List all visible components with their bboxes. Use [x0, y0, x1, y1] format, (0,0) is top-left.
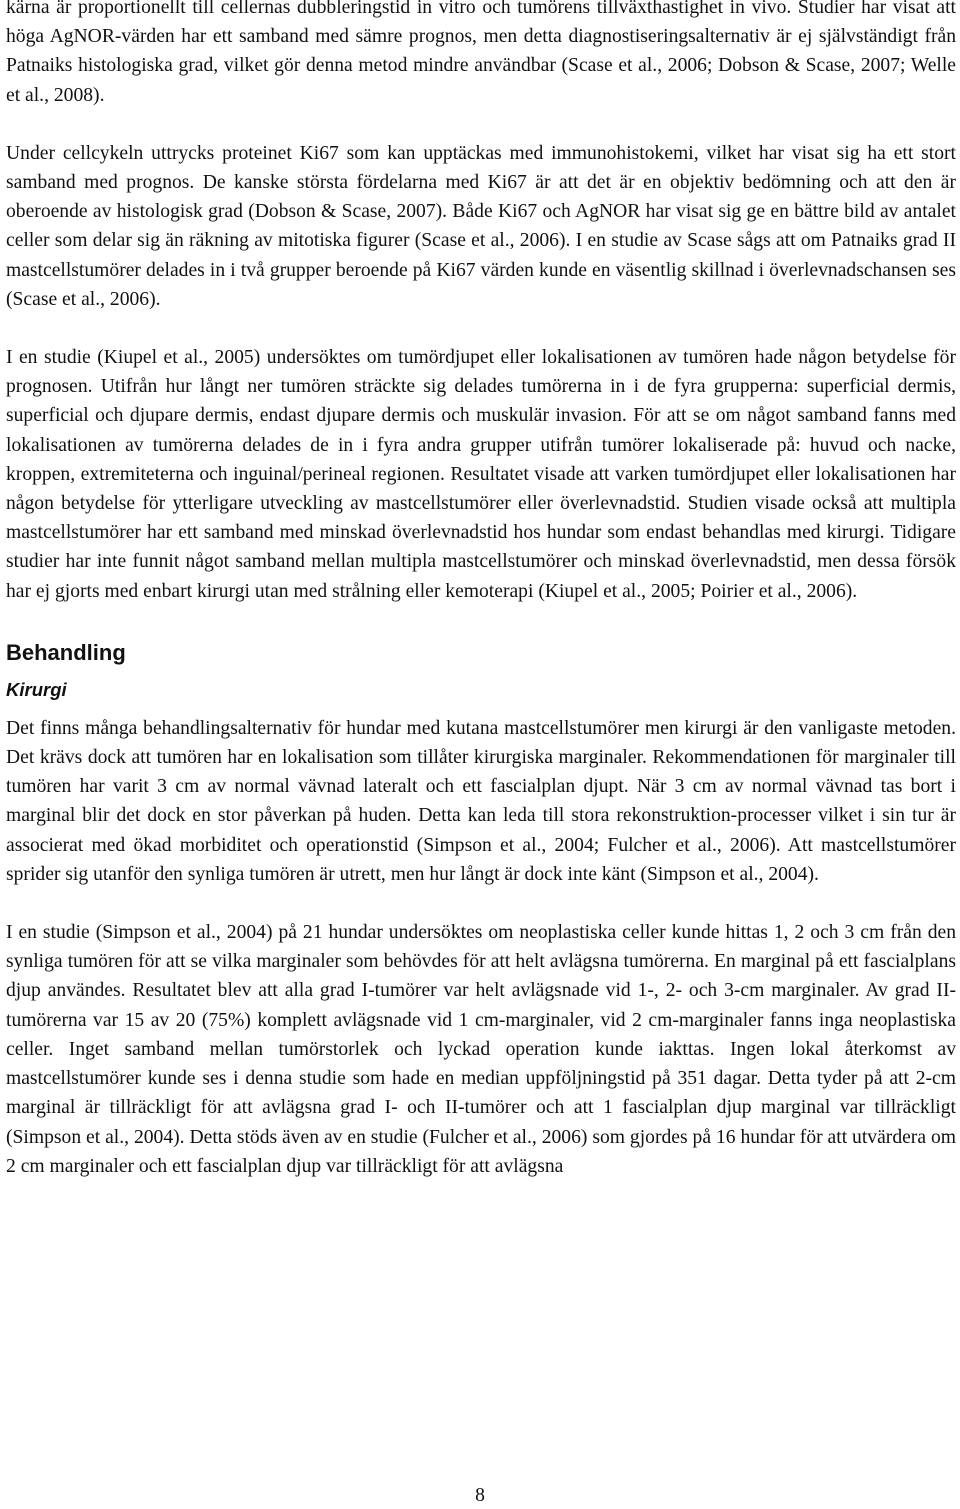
paragraph-simpson-study: I en studie (Simpson et al., 2004) på 21 hundar undersöktes om neoplastiska celler kunde hittas 1, 2 och 3 cm från den synliga tumören för att se vilka marginaler som behövdes för att helt avlägsna tumörerna. En marginal på ett fascialplans djup användes. Resultatet blev att alla grad I-tumörer var helt avlägsnade vid 1-, 2- och 3-cm marginaler. Av grad II-tumörerna var 15 av 20 (75%) komplett avlägsnade vid 1 cm-marginaler, vid 2 cm-marginaler fanns inga neoplastiska celler. Inget samband mellan tumörstorlek och lyckad operation kunde iakttas. Ingen lokal återkomst av mastcellstumörer kunde ses i denna studie som hade en median uppföljningstid på 351 dagar. Detta tyder på att 2-cm marginal är tillräckligt för att avlägsna grad I- och II-tumörer och att 1 fascialplan djup marginal var tillräckligt (Simpson et al., 2004). Detta stöds även av en studie (Fulcher et al., 2006) som gjordes på 16 hundar för att utvärdera om 2 cm marginaler och ett fascialplan djup var tillräckligt för att avlägsna	[6, 922, 956, 1177]
paragraph-agnor: kärna är proportionellt till cellernas dubbleringstid in vitro och tumörens tillväxthastighet in vivo. Studier har visat att höga AgNOR-värden har ett samband med sämre prognos, men detta diagnostiseringsalternativ är ej självständigt från Patnaiks histologiska grad, vilket gör denna metod mindre användbar (Scase et al., 2006; Dobson & Scase, 2007; Welle et al., 2008).	[6, 0, 956, 106]
document-body	[6, 0, 956, 1181]
paragraph-surgery-intro: Det finns många behandlingsalternativ för hundar med kutana mastcellstumörer men kirurgi är den vanligaste metoden. Det krävs dock att tumören har en lokalisation som tillåter kirurgiska marginaler. Rekommendationen för marginaler till tumören har varit 3 cm av normal vävnad lateralt och ett fascialplan djupt. När 3 cm av normal vävnad tas bort i marginal blir det dock en stor påverkan på huden. Detta kan leda till stora rekonstruktion-processer vilket i sin tur är associerat med ökad morbiditet och operationstid (Simpson et al., 2004; Fulcher et al., 2006). Att mastcellstumörer sprider sig utanför den synliga tumören är utrett, men hur långt är dock inte känt (Simpson et al., 2004).	[6, 717, 956, 885]
subsection-heading-wrapper	[6, 670, 956, 710]
section-heading-wrapper	[6, 636, 956, 670]
page-number: 8	[475, 1485, 485, 1506]
subsection-heading: Kirurgi	[6, 678, 67, 700]
section-heading: Behandling	[6, 639, 126, 665]
paragraph-spacer	[6, 314, 956, 343]
paragraph-tumor-depth: I en studie (Kiupel et al., 2005) undersöktes om tumördjupet eller lokalisationen av tumören hade någon betydelse för prognosen. Utifrån hur långt ner tumören sträckte sig delades tumörerna in i de fyra grupperna: superficial dermis, superficial och djupare dermis, endast djupare dermis och muskulär invasion. För att se om något samband fanns med lokalisationen av tumörerna delades de in i fyra andra grupper utifrån tumörer lokaliserade på: huvud och nacke, kroppen, extremiteterna och inguinal/perineal regionen. Resultatet visade att varken tumördjupet eller lokalisationen har någon betydelse för ytterligare utveckling av mastcellstumörer eller överlevnadstid. Studien visade också att multipla mastcellstumörer har ett samband med minskad överlevnadstid hos hundar som endast behandlas med kirurgi. Tidigare studier har inte funnit något samband mellan multipla mastcellstumörer och minskad överlevnadstid, men dessa försök har ej gjorts med enbart kirurgi utan med strålning eller kemoterapi (Kiupel et al., 2005; Poirier et al., 2006).	[6, 347, 956, 602]
paragraph-ki67: Under cellcykeln uttrycks proteinet Ki67 som kan upptäckas med immunohistokemi, vilket har visat sig ha ett stort samband med prognos. De kanske största fördelarna med Ki67 är att det är en objektiv bedömning och att den är oberoende av histologisk grad (Dobson & Scase, 2007). Både Ki67 och AgNOR har visat sig ge en bättre bild av antalet celler som delar sig än räkning av mitotiska figurer (Scase et al., 2006). I en studie av Scase sågs att om Patnaiks grad II mastcellstumörer delades in i två grupper beroende på Ki67 värden kunde en väsentlig skillnad i överlevnadschansen ses (Scase et al., 2006).	[6, 142, 956, 310]
paragraph-spacer	[6, 110, 956, 139]
paragraph-spacer	[6, 889, 956, 918]
